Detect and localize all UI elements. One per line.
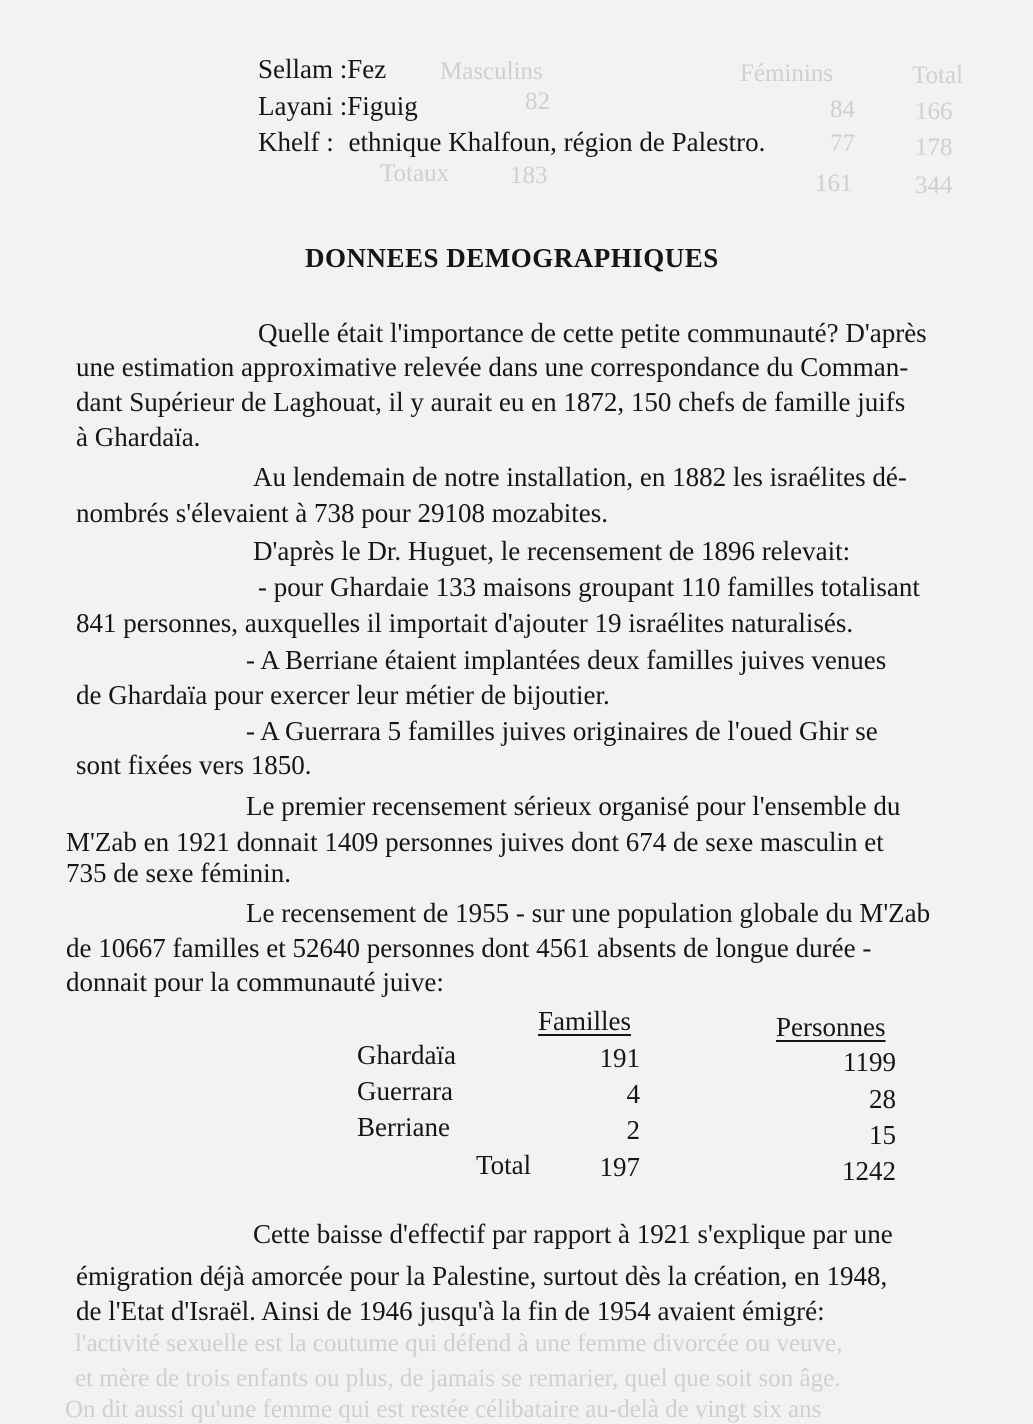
row-place: Guerrara <box>357 1076 453 1106</box>
text-line: Le premier recensement sérieux organisé pour l'ensemble du <box>246 791 901 821</box>
text-line: nombrés s'élevaient à 738 pour 29108 mozabites. <box>76 498 608 528</box>
text-line: sont fixées vers 1850. <box>76 750 312 780</box>
origin-name: Khelf : <box>258 127 334 157</box>
total-label: Total <box>476 1150 532 1180</box>
scanned-page: Masculins Féminins Total 82 84 166 77 178 Totaux 183 161 344 l'activité sexuelle est la coutume qui défend à une femme divorcée ou veuve, et mère de trois enfants ou plus, de jamais se remarier, quel que soit son âge. On dit aussi qu'une femme qui est restée célibataire au-delà de vingt six ans Sellam :Fez Layani :Figuig Khelf : ethnique Khalfoun, région de Palestro. DONNEES DEMOGRAPHIQUES Quelle était l'importance de cette petite communauté? D'après une estimation approximative relevée dans une correspondance du Comman- dant Supérieur de Laghouat, il y aurait eu en 1872, 150 chefs de famille juifs à Ghardaïa. Au lendemain de notre installation, en 1882 les israélites dé- nombrés s'élevaient à 738 pour 29108 mozabites. D'après le Dr. Huguet, le recensement de 1896 relevait: - pour Ghardaie 133 maisons groupant 110 familles totalisant 841 personnes, auxquelles il importait d'ajouter 19 israélites naturalisés. - A Berriane étaient implantées deux familles juives venues de Ghardaïa pour exercer leur métier de bijoutier. - A Guerrara 5 familles juives originaires de l'oued Ghir se sont fixées vers 1850. Le premier recensement sérieux organisé pour l'ensemble du M'Zab en 1921 donnait 1409 personnes juives dont 674 de sexe masculin et 735 de sexe féminin. Le recensement de 1955 - sur une population globale du M'Zab de 10667 familles et 52640 personnes dont 4561 absents de longue durée - donnait pour la communauté juive: Familles Personnes Ghardaïa 191 1199 Guerrara 4 28 Berriane 2 15 Total 197 1242 Cette baisse d'effectif par rapport à 1921 s'explique par une émigration déjà amorcée pour la Palestine, surtout dès la création, en 1948, de l'Etat d'Israël. Ainsi de 1946 jusqu'à la fin de 1954 avaient émigré: <box>65 54 964 1423</box>
text-line: - A Berriane étaient implantées deux familles juives venues <box>246 645 887 675</box>
text-line: Quelle était l'importance de cette petite communauté? D'après <box>258 318 927 348</box>
text-line: Cette baisse d'effectif par rapport à 1921 s'explique par une <box>253 1219 893 1249</box>
row-persons: 28 <box>869 1084 896 1114</box>
origin-place: Fez <box>347 54 387 84</box>
text-line: à Ghardaïa. <box>76 422 201 452</box>
row-persons: 1199 <box>843 1047 896 1077</box>
header-persons: Personnes <box>776 1012 886 1042</box>
text-line: - A Guerrara 5 familles juives originaires de l'oued Ghir se <box>246 716 878 746</box>
origin-name: Layani : <box>258 91 348 121</box>
row-place: Berriane <box>357 1112 450 1142</box>
origin-line-1 <box>258 56 386 83</box>
row-persons: 15 <box>869 1120 896 1150</box>
row-families: 4 <box>626 1079 640 1109</box>
row-place: Ghardaïa <box>357 1040 456 1070</box>
origin-line-2 <box>258 93 418 120</box>
text-line: 841 personnes, auxquelles il importait d'ajouter 19 israélites naturalisés. <box>76 608 854 638</box>
origin-line-3 <box>258 129 765 156</box>
text-line: dant Supérieur de Laghouat, il y aurait eu en 1872, 150 chefs de famille juifs <box>76 387 906 417</box>
text-line: de 10667 familles et 52640 personnes dont 4561 absents de longue durée - <box>66 933 872 963</box>
section-title: DONNEES DEMOGRAPHIQUES <box>305 243 719 273</box>
text-line: Au lendemain de notre installation, en 1882 les israélites dé- <box>253 462 907 492</box>
header-families: Familles <box>538 1006 631 1036</box>
origin-place: ethnique Khalfoun, région de Palestro. <box>348 127 766 157</box>
text-line: une estimation approximative relevée dans une correspondance du Comman- <box>76 352 909 382</box>
text-line: - pour Ghardaie 133 maisons groupant 110 familles totalisant <box>258 572 920 602</box>
text-line: émigration déjà amorcée pour la Palestine, surtout dès la création, en 1948, <box>76 1261 888 1291</box>
text-line: donnait pour la communauté juive: <box>66 967 444 997</box>
text-line: de Ghardaïa pour exercer leur métier de bijoutier. <box>76 680 610 710</box>
row-families: 2 <box>626 1115 640 1145</box>
total-families: 197 <box>599 1152 640 1182</box>
text-line: D'après le Dr. Huguet, le recensement de 1896 relevait: <box>253 536 851 566</box>
origin-name: Sellam : <box>258 54 348 84</box>
text-line: Le recensement de 1955 - sur une population globale du M'Zab <box>246 898 931 928</box>
text-line: de l'Etat d'Israël. Ainsi de 1946 jusqu'à la fin de 1954 avaient émigré: <box>76 1296 825 1326</box>
row-families: 191 <box>599 1043 640 1073</box>
origin-place: Figuig <box>347 91 418 121</box>
text-line: 735 de sexe féminin. <box>66 858 291 888</box>
text-line: M'Zab en 1921 donnait 1409 personnes juives dont 674 de sexe masculin et <box>66 827 884 857</box>
total-persons: 1242 <box>842 1156 896 1186</box>
